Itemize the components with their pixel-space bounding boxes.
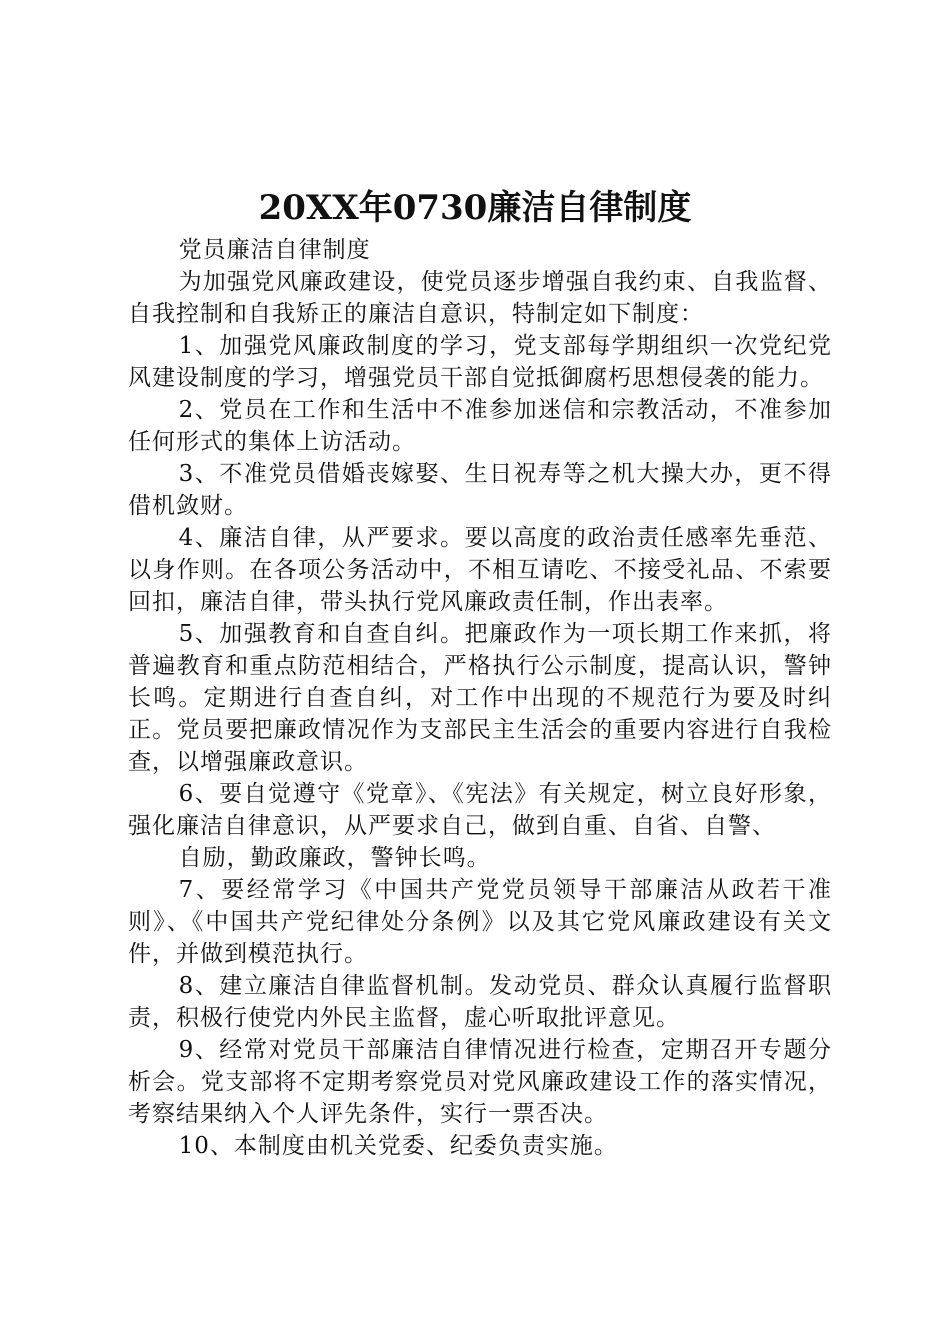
paragraph-item-6-continued: 自励，勤政廉政，警钟长鸣。 bbox=[178, 845, 491, 871]
paragraph-item-1: 1、加强党风廉政制度的学习，党支部每学期组织一次党纪党风建设制度的学习，增强党员干部自觉抵御腐朽思想侵袭的能力。 bbox=[128, 333, 832, 391]
paragraph-item-4: 4、廉洁自律，从严要求。要以高度的政治责任感率先垂范、以身作则。在各项公务活动中，不相互请吃、不接受礼品、不索要回扣，廉洁自律，带头执行党风廉政责任制，作出表率。 bbox=[128, 525, 832, 615]
paragraph-item-8: 8、建立廉洁自律监督机制。发动党员、群众认真履行监督职责，积极行使党内外民主监督，虚心听取批评意见。 bbox=[128, 973, 832, 1031]
paragraph-item-3: 3、不准党员借婚丧嫁娶、生日祝寿等之机大操大办，更不得借机敛财。 bbox=[128, 461, 832, 519]
document-title: 20XX年0730廉洁自律制度 bbox=[258, 188, 692, 228]
paragraph-item-10: 10、本制度由机关党委、纪委负责实施。 bbox=[178, 1133, 618, 1159]
paragraph-item-5: 5、加强教育和自查自纠。把廉政作为一项长期工作来抓，将普遍教育和重点防范相结合，严格执行公示制度，提高认识，警钟长鸣。定期进行自查自纠，对工作中出现的不规范行为要及时纠正。党员要把廉政情况作为支部民主生活会的重要内容进行自我检查，以增强廉政意识。 bbox=[128, 621, 832, 775]
paragraph-item-2: 2、党员在工作和生活中不准参加迷信和宗教活动，不准参加任何形式的集体上访活动。 bbox=[128, 397, 832, 455]
paragraph-item-7: 7、要经常学习《中国共产党党员领导干部廉洁从政若干准则》、《中国共产党纪律处分条例》以及其它党风廉政建设有关文件，并做到模范执行。 bbox=[128, 877, 832, 967]
section-heading: 党员廉洁自律制度 bbox=[178, 237, 371, 263]
paragraph-item-6: 6、要自觉遵守《党章》、《宪法》有关规定，树立良好形象，强化廉洁自律意识，从严要求自己，做到自重、自省、自警、 bbox=[128, 781, 832, 839]
paragraph-intro: 为加强党风廉政建设，使党员逐步增强自我约束、自我监督、自我控制和自我矫正的廉洁自意识，特制定如下制度： bbox=[128, 269, 832, 327]
paragraph-item-9: 9、经常对党员干部廉洁自律情况进行检查，定期召开专题分析会。党支部将不定期考察党员对党风廉政建设工作的落实情况，考察结果纳入个人评先条件，实行一票否决。 bbox=[128, 1037, 832, 1127]
document-body bbox=[128, 234, 832, 1162]
